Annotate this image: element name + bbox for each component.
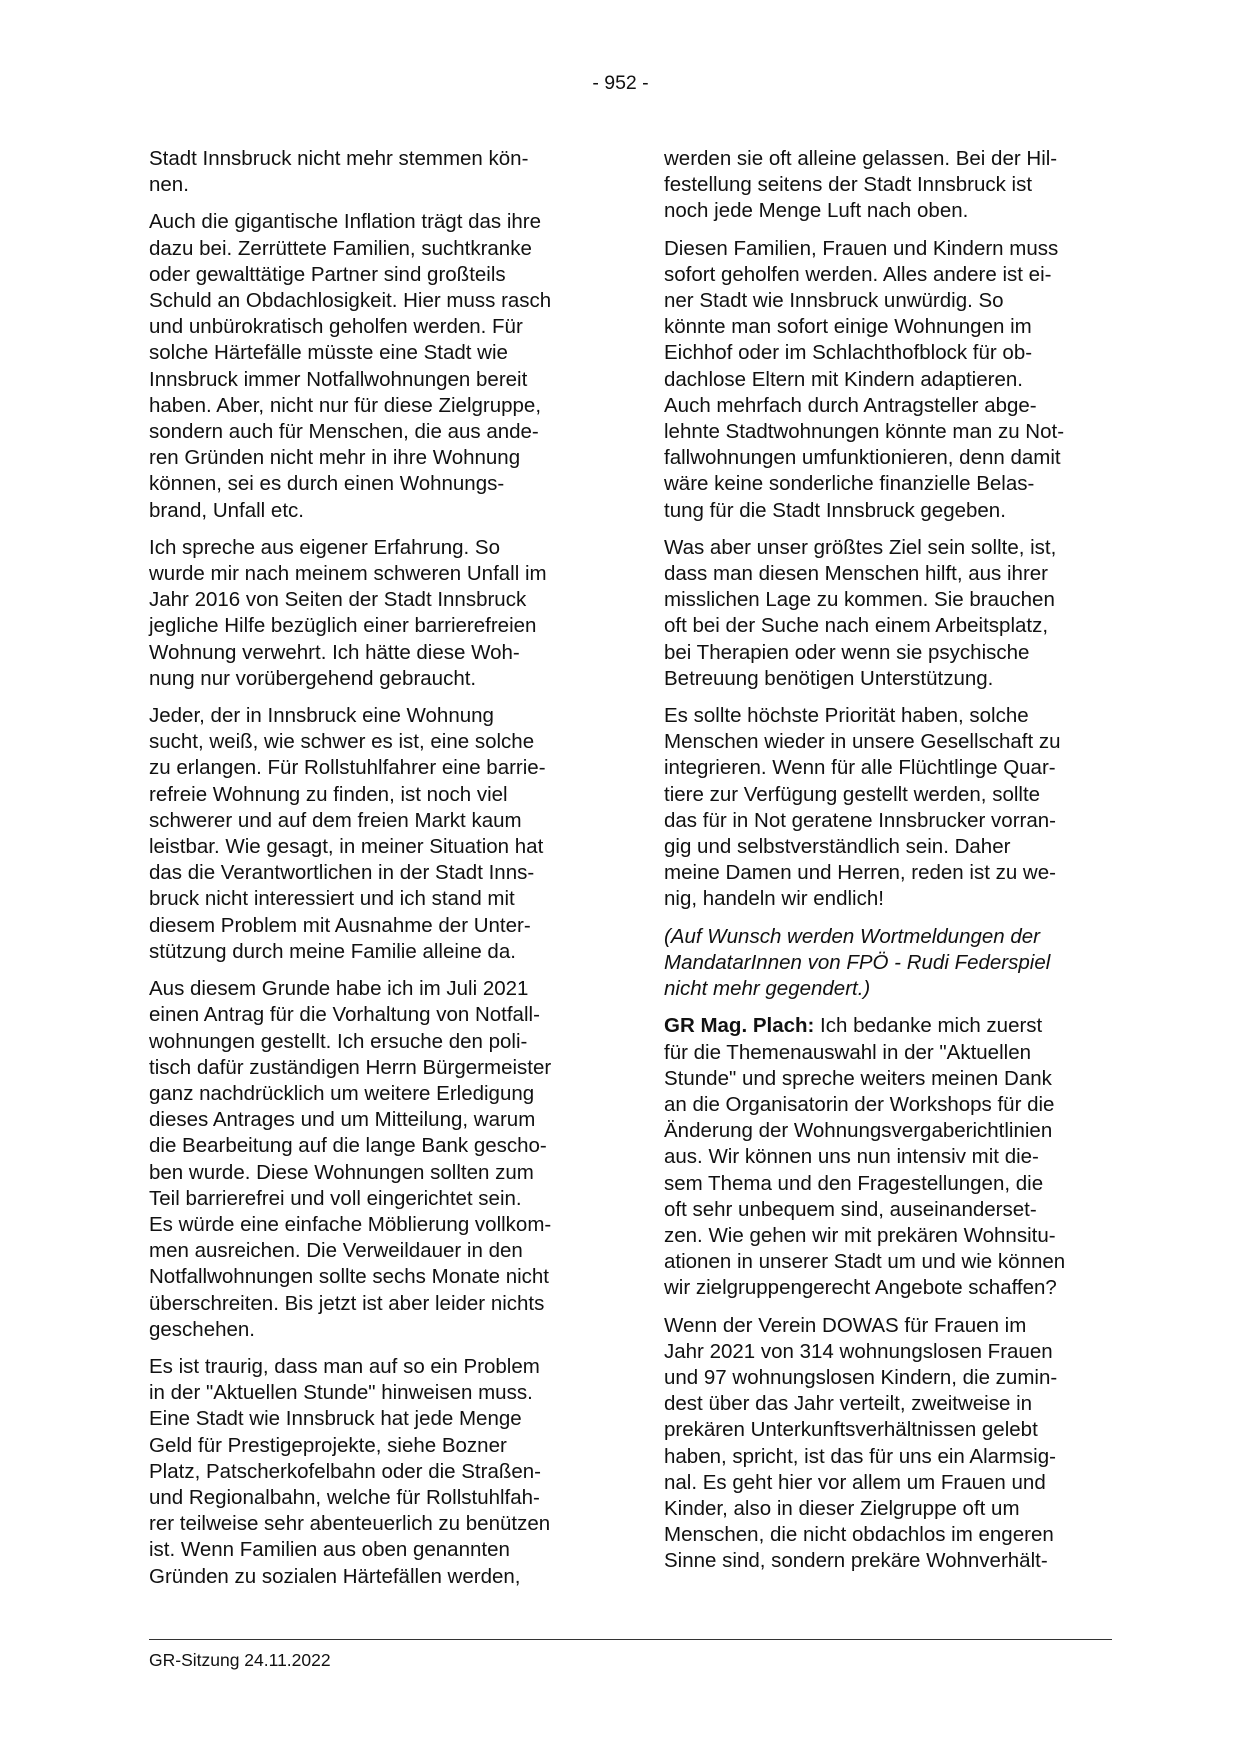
text-line: Auch mehrfach durch Antragsteller abge-: [664, 393, 1037, 417]
text-line: schwerer und auf dem freien Markt kaum: [149, 808, 522, 832]
text-line: Jeder, der in Innsbruck eine Wohnung: [149, 704, 494, 728]
text-line: prekären Unterkunftsverhältnissen gelebt: [664, 1418, 1038, 1442]
text-line: jegliche Hilfe bezüglich einer barrierefreien: [149, 614, 537, 638]
text-line: integrieren. Wenn für alle Flüchtlinge Quar-: [664, 756, 1056, 780]
text-line: Teil barrierefrei und voll eingerichtet sein.: [149, 1186, 522, 1210]
text-line: Schuld an Obdachlosigkeit. Hier muss rasch: [149, 289, 552, 313]
text-line: haben, spricht, ist das für uns ein Alarmsig-: [664, 1444, 1056, 1468]
text-line: [664, 1013, 1104, 1039]
text-line: ationen in unserer Stadt um und wie können: [664, 1250, 1066, 1274]
text-line: dass man diesen Menschen hilft, aus ihrer: [664, 562, 1049, 586]
text-line: die Bearbeitung auf die lange Bank gescho-: [149, 1134, 547, 1158]
text-line: Ich spreche aus eigener Erfahrung. So: [149, 535, 500, 559]
text-line: für die Themenauswahl in der "Aktuellen: [664, 1040, 1031, 1064]
text-line: einen Antrag für die Vorhaltung von Notfall-: [149, 1003, 540, 1027]
text-line: Geld für Prestigeprojekte, siehe Bozner: [149, 1433, 507, 1457]
text-line: können, sei es durch einen Wohnungs-: [149, 472, 505, 496]
text-line: wir zielgruppengerecht Angebote schaffen?: [664, 1276, 1057, 1300]
text-line: solche Härtefälle müsste eine Stadt wie: [149, 341, 508, 365]
text-line: aus. Wir können uns nun intensiv mit die-: [664, 1145, 1039, 1169]
text-line: nig, handeln wir endlich!: [664, 887, 884, 911]
left-column: [149, 146, 589, 1601]
text-line: werden sie oft alleine gelassen. Bei der Hil-: [664, 147, 1058, 170]
left-paragraph-5: [149, 976, 589, 1343]
text-line: oft sehr unbequem sind, auseinanderset-: [664, 1197, 1037, 1221]
text-line: Platz, Patscherkofelbahn oder die Straßen-: [149, 1459, 541, 1483]
text-line: Menschen wieder in unsere Gesellschaft zu: [664, 730, 1061, 754]
speech-paragraph: [664, 1013, 1104, 1301]
right-paragraph-1: [664, 146, 1104, 225]
text-line: gig und selbstverständlich sein. Daher: [664, 835, 1011, 859]
text-line: nicht mehr gegendert.): [664, 977, 871, 1001]
text-line: festellung seitens der Stadt Innsbruck ist: [664, 173, 1033, 197]
text-line: refreie Wohnung zu finden, ist noch viel: [149, 782, 508, 806]
right-paragraph-5: [664, 1313, 1104, 1575]
left-paragraph-2: [149, 209, 589, 523]
text-line: haben. Aber, nicht nur für diese Zielgruppe,: [149, 393, 542, 417]
editorial-note: [664, 924, 1104, 1003]
text-line: (Auf Wunsch werden Wortmeldungen der: [664, 924, 1041, 948]
text-line: Notfallwohnungen sollte sechs Monate nicht: [149, 1265, 549, 1289]
page-number: - 952 -: [592, 72, 649, 94]
text-line: zu erlangen. Für Rollstuhlfahrer eine barrie-: [149, 756, 546, 780]
left-paragraph-3: [149, 535, 589, 692]
left-paragraph-1: [149, 146, 589, 198]
text-line: MandatarInnen von FPÖ - Rudi Federspiel: [664, 950, 1051, 974]
text-line: diesem Problem mit Ausnahme der Unter-: [149, 913, 531, 937]
text-line: Jahr 2021 von 314 wohnungslosen Frauen: [664, 1339, 1053, 1363]
text-line: dest über das Jahr verteilt, zweitweise in: [664, 1392, 1033, 1416]
text-line: misslichen Lage zu kommen. Sie brauchen: [664, 588, 1055, 612]
text-line: nal. Es geht hier vor allem um Frauen und: [664, 1470, 1046, 1494]
text-line: Was aber unser größtes Ziel sein sollte, ist,: [664, 535, 1057, 559]
text-line: Änderung der Wohnungsvergaberichtlinien: [664, 1119, 1053, 1143]
text-line: ner Stadt wie Innsbruck unwürdig. So: [664, 289, 1004, 313]
text-line: Stunde" und spreche weiters meinen Dank: [664, 1066, 1052, 1090]
text-line: noch jede Menge Luft nach oben.: [664, 199, 969, 223]
text-line: wurde mir nach meinem schweren Unfall im: [149, 562, 547, 586]
text-line: an die Organisatorin der Workshops für die: [664, 1092, 1055, 1116]
text-line: Es sollte höchste Priorität haben, solche: [664, 704, 1029, 728]
text-line: Stadt Innsbruck nicht mehr stemmen kön-: [149, 147, 529, 170]
text-line: Gründen zu sozialen Härtefällen werden,: [149, 1564, 521, 1588]
text-line: tung für die Stadt Innsbruck gegeben.: [664, 498, 1006, 522]
right-paragraph-3: [664, 535, 1104, 692]
text-line: das die Verantwortlichen in der Stadt Inns-: [149, 861, 535, 885]
text-line: ren Gründen nicht mehr in ihre Wohnung: [149, 446, 521, 470]
text-line: dieses Antrages und um Mitteilung, warum: [149, 1108, 536, 1132]
text-line: ist. Wenn Familien aus oben genannten: [149, 1538, 510, 1562]
text-line: Kinder, also in dieser Zielgruppe oft um: [664, 1496, 1020, 1520]
text-line: das für in Not geratene Innsbrucker vorran-: [664, 808, 1056, 832]
text-line: Wenn der Verein DOWAS für Frauen im: [664, 1313, 1027, 1337]
text-line: Betreuung benötigen Unterstützung.: [664, 666, 994, 690]
speech-text: Ich bedanke mich zuerst: [814, 1014, 1043, 1038]
text-line: ganz nachdrücklich um weitere Erledigung: [149, 1081, 535, 1105]
text-line: rer teilweise sehr abenteuerlich zu benützen: [149, 1512, 551, 1536]
text-line: meine Damen und Herren, reden ist zu we-: [664, 861, 1056, 885]
text-line: oder gewalttätige Partner sind großteils: [149, 262, 506, 286]
text-line: Auch die gigantische Inflation trägt das ihre: [149, 210, 542, 234]
speaker-name: GR Mag. Plach:: [664, 1014, 815, 1038]
text-line: nen.: [149, 173, 189, 197]
footer-divider: [149, 1639, 1112, 1640]
text-line: könnte man sofort einige Wohnungen im: [664, 315, 1032, 339]
text-line: tiere zur Verfügung gestellt werden, sollte: [664, 782, 1041, 806]
right-paragraph-4: [664, 703, 1104, 913]
text-line: bruck nicht interessiert und ich stand mit: [149, 887, 515, 911]
text-line: Sinne sind, sondern prekäre Wohnverhält-: [664, 1549, 1048, 1573]
text-line: dachlose Eltern mit Kindern adaptieren.: [664, 367, 1023, 391]
text-line: Eichhof oder im Schlachthofblock für ob-: [664, 341, 1033, 365]
text-line: Wohnung verwehrt. Ich hätte diese Woh-: [149, 640, 520, 664]
text-line: und Regionalbahn, welche für Rollstuhlfah-: [149, 1485, 540, 1509]
text-line: und 97 wohnungslosen Kindern, die zumin-: [664, 1365, 1058, 1389]
text-line: dazu bei. Zerrüttete Familien, suchtkranke: [149, 236, 532, 260]
text-line: fallwohnungen umfunktionieren, denn damit: [664, 446, 1061, 470]
text-line: lehnte Stadtwohnungen könnte man zu Not-: [664, 420, 1065, 444]
right-paragraph-2: [664, 236, 1104, 524]
text-line: tisch dafür zuständigen Herrn Bürgermeister: [149, 1055, 552, 1079]
text-line: bei Therapien oder wenn sie psychische: [664, 640, 1030, 664]
text-line: überschreiten. Bis jetzt ist aber leider nichts: [149, 1291, 545, 1315]
text-line: nung nur vorübergehend gebraucht.: [149, 666, 477, 690]
text-line: sem Thema und den Fragestellungen, die: [664, 1171, 1044, 1195]
text-line: Innsbruck immer Notfallwohnungen bereit: [149, 367, 528, 391]
text-line: men ausreichen. Die Verweildauer in den: [149, 1239, 523, 1263]
text-line: geschehen.: [149, 1317, 256, 1341]
text-line: ben wurde. Diese Wohnungen sollten zum: [149, 1160, 534, 1184]
text-line: Aus diesem Grunde habe ich im Juli 2021: [149, 977, 529, 1001]
text-line: in der "Aktuellen Stunde" hinweisen muss.: [149, 1381, 533, 1405]
text-line: Diesen Familien, Frauen und Kindern muss: [664, 236, 1059, 260]
text-line: stützung durch meine Familie alleine da.: [149, 939, 516, 963]
text-line: leistbar. Wie gesagt, in meiner Situation hat: [149, 835, 544, 859]
text-line: sondern auch für Menschen, die aus ande-: [149, 420, 539, 444]
text-line: oft bei der Suche nach einem Arbeitsplatz,: [664, 614, 1049, 638]
text-line: sucht, weiß, wie schwer es ist, eine solche: [149, 730, 535, 754]
left-paragraph-4: [149, 703, 589, 965]
text-line: Menschen, die nicht obdachlos im engeren: [664, 1523, 1054, 1547]
text-line: und unbürokratisch geholfen werden. Für: [149, 315, 523, 339]
text-line: Jahr 2016 von Seiten der Stadt Innsbruck: [149, 588, 527, 612]
text-line: wäre keine sonderliche finanzielle Belas-: [664, 472, 1035, 496]
left-paragraph-6: [149, 1354, 589, 1590]
text-line: Eine Stadt wie Innsbruck hat jede Menge: [149, 1407, 522, 1431]
right-column: [664, 146, 1104, 1586]
text-line: zen. Wie gehen wir mit prekären Wohnsitu-: [664, 1223, 1056, 1247]
text-line: brand, Unfall etc.: [149, 498, 304, 522]
footer-session-date: GR-Sitzung 24.11.2022: [149, 1650, 331, 1670]
text-line: Es würde eine einfache Möblierung vollkom-: [149, 1212, 552, 1236]
text-line: Es ist traurig, dass man auf so ein Problem: [149, 1354, 540, 1378]
text-line: sofort geholfen werden. Alles andere ist ei-: [664, 262, 1052, 286]
text-line: wohnungen gestellt. Ich ersuche den poli-: [149, 1029, 528, 1053]
